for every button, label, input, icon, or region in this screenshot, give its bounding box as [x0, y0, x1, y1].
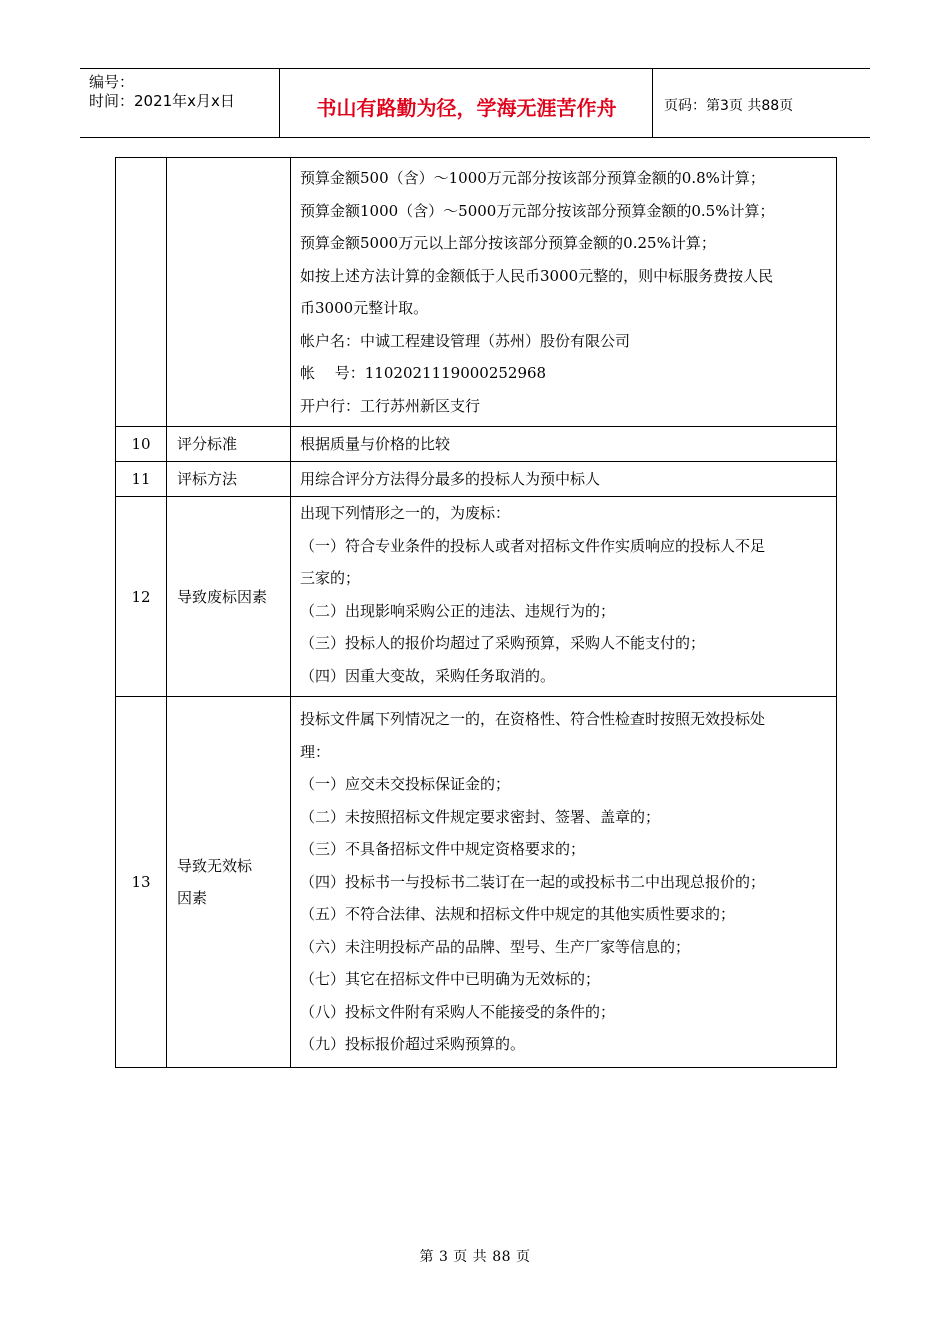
table-row: [116, 497, 837, 697]
row-content: [291, 497, 837, 697]
content-line: 帐 号：1102021119000252968: [300, 364, 547, 382]
row-content: [291, 697, 837, 1068]
content-line: （九）投标报价超过采购预算的。: [300, 1035, 526, 1054]
content-line: 币3000元整计取。: [300, 299, 429, 317]
content-line: 预算金额500（含）～1000万元部分按该部分预算金额的0.8%计算；: [300, 169, 765, 187]
row-label: 导致废标因素: [167, 497, 291, 697]
content-line: （一）符合专业条件的投标人或者对招标文件作实质响应的投标人不足: [300, 536, 766, 555]
content-line: （一）应交未交投标保证金的；: [300, 775, 511, 794]
content-line: （三）不具备招标文件中规定资格要求的；: [300, 840, 586, 859]
row-content: 用综合评分方法得分最多的投标人为预中标人: [291, 462, 837, 497]
header-page-info: 页码：第3页 共88页: [664, 98, 794, 114]
table-row: [116, 462, 837, 497]
content-line: （四）投标书一与投标书二装订在一起的或投标书二中出现总报价的；: [300, 872, 766, 891]
content-line: 开户行：工行苏州新区支行: [300, 396, 481, 415]
row-label: 评分标准: [167, 427, 291, 462]
serial-number-label: 编号：: [89, 73, 135, 91]
row-number: 10: [116, 427, 167, 462]
date-label: 时间：2021年x月x日: [89, 92, 235, 110]
table-row: [116, 427, 837, 462]
row-label-line: 因素: [177, 889, 208, 907]
content-line: 预算金额5000万元以上部分按该部分预算金额的0.25%计算；: [300, 234, 716, 252]
row-number: [116, 158, 167, 427]
row-label-line: 导致无效标: [177, 857, 253, 875]
content-line: 投标文件属下列情况之一的，在资格性、符合性检查时按照无效投标处: [300, 710, 766, 729]
content-line: 如按上述方法计算的金额低于人民币3000元整的，则中标服务费按人民: [300, 266, 774, 285]
content-line: 预算金额1000（含）～5000万元部分按该部分预算金额的0.5%计算；: [300, 201, 775, 220]
content-line: 理：: [300, 742, 331, 761]
table-row: [116, 158, 837, 427]
row-content: 根据质量与价格的比较: [291, 427, 837, 462]
content-line: （二）出现影响采购公正的违法、违规行为的；: [300, 601, 616, 620]
content-line: （八）投标文件附有采购人不能接受的条件的；: [300, 1002, 616, 1021]
content-line: （五）不符合法律、法规和招标文件中规定的其他实质性要求的；: [300, 905, 736, 924]
row-label: 评标方法: [167, 462, 291, 497]
content-line: （六）未注明投标产品的品牌、型号、生产厂家等信息的；: [300, 937, 691, 956]
content-line: （二）未按照招标文件规定要求密封、签署、盖章的；: [300, 807, 661, 826]
row-label: [167, 697, 291, 1068]
row-label: [167, 158, 291, 427]
row-number: 11: [116, 462, 167, 497]
page-footer: 第 3 页 共 88 页: [419, 1249, 531, 1265]
row-number: 12: [116, 497, 167, 697]
row-number: 13: [116, 697, 167, 1068]
content-line: 出现下列情形之一的，为废标：: [300, 504, 511, 522]
page-header: [80, 68, 870, 138]
bidding-info-table: [115, 157, 837, 1068]
header-motto: 书山有路勤为径，学海无涯苦作舟: [281, 69, 653, 137]
row-content: [291, 158, 837, 427]
content-line: 帐户名：中诚工程建设管理（苏州）股份有限公司: [300, 331, 631, 350]
content-line: （七）其它在招标文件中已明确为无效标的；: [300, 970, 601, 989]
table-row: [116, 697, 837, 1068]
header-meta: [80, 69, 280, 137]
content-line: 三家的；: [300, 569, 361, 587]
content-line: （四）因重大变故，采购任务取消的。: [300, 666, 556, 685]
content-line: （三）投标人的报价均超过了采购预算，采购人不能支付的；: [300, 634, 706, 652]
